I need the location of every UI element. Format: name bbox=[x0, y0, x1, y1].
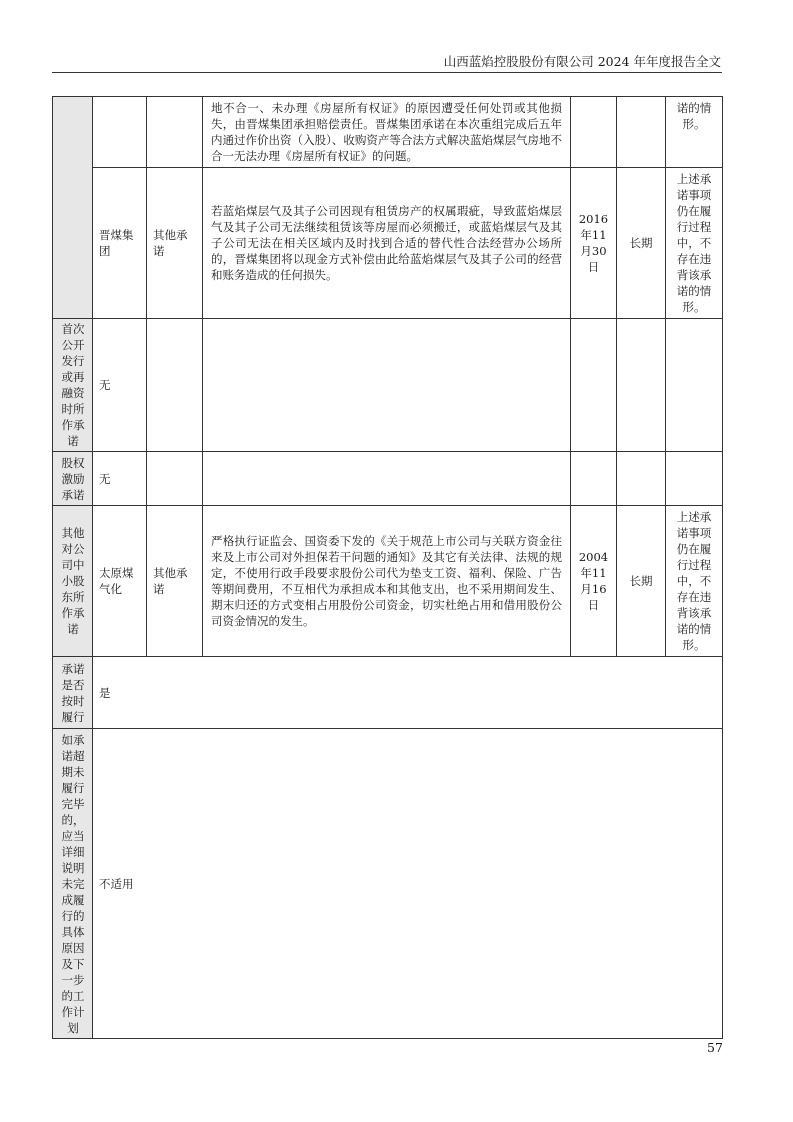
type-other: 其他承诺 bbox=[147, 506, 203, 657]
date-cell-continued bbox=[571, 97, 617, 168]
value-equity: 无 bbox=[93, 452, 147, 506]
party-cell-continued bbox=[93, 97, 147, 168]
term-other: 长期 bbox=[617, 506, 666, 657]
type-cell-continued bbox=[147, 97, 203, 168]
date-other: 2004年11月16日 bbox=[571, 506, 617, 657]
report-header-title: 山西蓝焰控股股份有限公司 2024 年年度报告全文 bbox=[443, 54, 721, 69]
term-jinmei: 长期 bbox=[617, 168, 666, 319]
party-jinmei: 晋煤集团 bbox=[93, 168, 147, 319]
table-row-equity bbox=[53, 452, 723, 506]
party-other: 太原煤气化 bbox=[93, 506, 147, 657]
commitment-content-jinmei: 若蓝焰煤层气及其子公司因现有租赁房产的权属瑕疵，导致蓝焰煤层气及其子公司无法继续租赁该等房屋而必须搬迁，或蓝焰煤层气及其子公司无法在相关区域内及时找到合适的替代性合法经营办公场所的，晋煤集团将以现金方式补偿由此给蓝焰煤层气及其子公司的经营和账务造成的任何损失。 bbox=[203, 168, 571, 319]
commitment-content-continued: 地不合一、未办理《房屋所有权证》的原因遭受任何处罚或其他损失，由晋煤集团承担赔偿责任。晋煤集团承诺在本次重组完成后五年内通过作价出资（入股）、收购资产等合法方式解决蓝焰煤层气房地不合一无法办理《房屋所有权证》的问题。 bbox=[203, 97, 571, 168]
page-number: 57 bbox=[707, 1040, 723, 1055]
empty-ipo-term bbox=[617, 319, 666, 452]
empty-ipo-date bbox=[571, 319, 617, 452]
table-row-overdue bbox=[53, 729, 723, 1039]
label-ipo: 首次公开发行或再融资时所作承诺 bbox=[53, 319, 93, 452]
table-row-continued bbox=[53, 97, 723, 168]
label-overdue: 如承诺超期未履行完毕的，应当详细说明未完成履行的具体原因及下一步的工作计划 bbox=[53, 729, 93, 1039]
status-continued: 诺的情形。 bbox=[666, 97, 723, 168]
label-ontime: 承诺是否按时履行 bbox=[53, 657, 93, 729]
empty-ipo-status bbox=[666, 319, 723, 452]
label-other: 其他对公司中小股东所作承诺 bbox=[53, 506, 93, 657]
empty-equity-type bbox=[147, 452, 203, 506]
term-cell-continued bbox=[617, 97, 666, 168]
type-jinmei: 其他承诺 bbox=[147, 168, 203, 319]
status-other: 上述承诺事项仍在履行过程中，不存在违背该承诺的情形。 bbox=[666, 506, 723, 657]
value-overdue: 不适用 bbox=[93, 729, 723, 1039]
table-row-ipo bbox=[53, 319, 723, 452]
value-ontime: 是 bbox=[93, 657, 723, 729]
date-jinmei: 2016年11月30日 bbox=[571, 168, 617, 319]
empty-equity-content bbox=[203, 452, 571, 506]
empty-equity-date bbox=[571, 452, 617, 506]
commitment-content-other: 严格执行证监会、国资委下发的《关于规范上市公司与关联方资金往来及上市公司对外担保若干问题的通知》及其它有关法律、法规的规定，不使用行政手段要求股份公司代为垫支工资、福利、保险、广告等期间费用，不互相代为承担成本和其他支出，也不采用期间发生、期末归还的方式变相占用股份公司资金，切实杜绝占用和借用股份公司资金情况的发生。 bbox=[203, 506, 571, 657]
category-cell-continued bbox=[53, 97, 93, 319]
status-jinmei: 上述承诺事项仍在履行过程中，不存在违背该承诺的情形。 bbox=[666, 168, 723, 319]
empty-equity-status bbox=[666, 452, 723, 506]
table-row-other bbox=[53, 506, 723, 657]
commitments-table bbox=[52, 96, 723, 1039]
header-divider bbox=[52, 72, 722, 73]
empty-equity-term bbox=[617, 452, 666, 506]
value-ipo: 无 bbox=[93, 319, 147, 452]
table-row-ontime bbox=[53, 657, 723, 729]
label-equity: 股权激励承诺 bbox=[53, 452, 93, 506]
empty-ipo-content bbox=[203, 319, 571, 452]
empty-ipo-type bbox=[147, 319, 203, 452]
table-row-jinmei bbox=[53, 168, 723, 319]
